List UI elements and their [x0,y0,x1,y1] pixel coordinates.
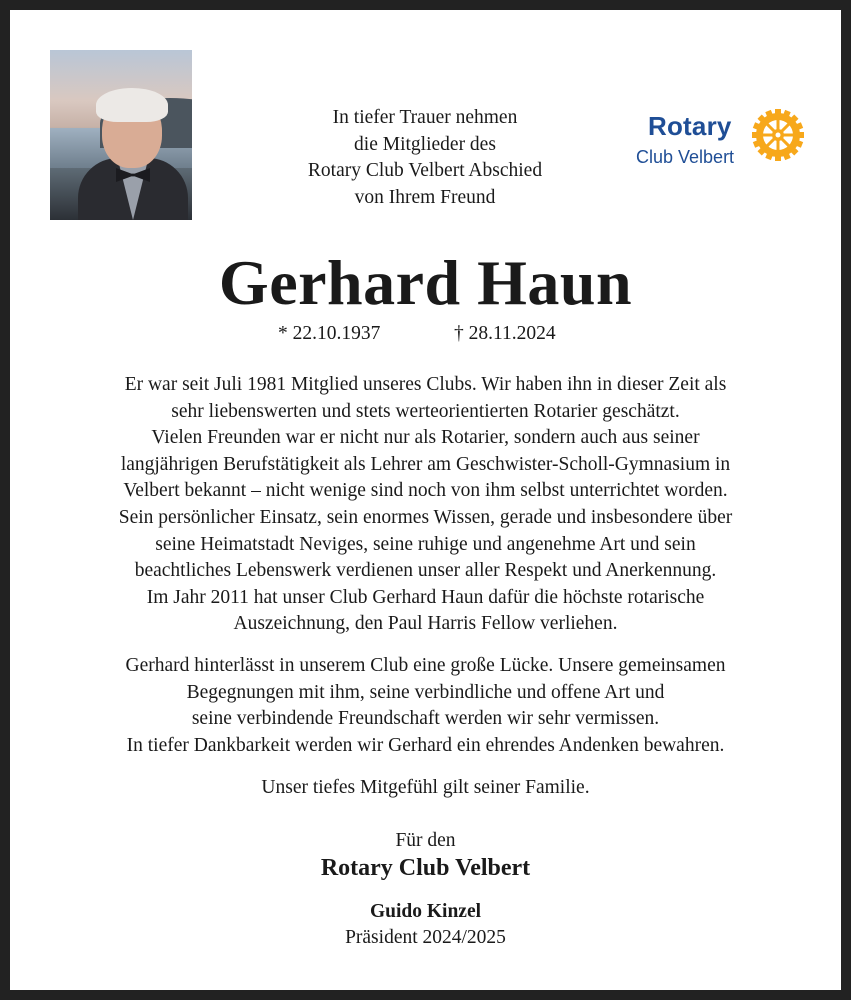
intro-line: In tiefer Trauer nehmen [332,107,518,128]
obituary-notice [10,10,841,990]
paragraph-farewell [30,653,821,759]
text-line: Vielen Freunden war er nicht nur als Rotarier, sondern auch aus seiner [151,427,700,449]
text-line: Gerhard hinterlässt in unserem Club eine große Lücke. Unsere gemeinsamen [125,655,726,676]
text-line: Begegnungen mit ihm, seine verbindliche und offene Art und [186,681,665,703]
closing-for: Für den [395,830,456,851]
text-line: In tiefer Dankbarkeit werden wir Gerhard ein ehrendes Andenken bewahren. [126,734,725,756]
intro-text [275,105,575,211]
text-line: Velbert bekannt – nicht wenige sind noch von ihm selbst unterrichtet worden. [123,480,728,502]
text-line: langjährigen Berufstätigkeit als Lehrer am Geschwister-Scholl-Gymnasium in [120,453,731,475]
text-line: Er war seit Juli 1981 Mitglied unseres Clubs. Wir haben ihn in dieser Zeit als [124,374,727,395]
text-line: Im Jahr 2011 hat unser Club Gerhard Haun dafür die höchste rotarische [146,586,705,608]
intro-line: von Ihrem Freund [354,186,496,208]
text-line: Auszeichnung, den Paul Harris Fellow verliehen. [233,613,618,635]
intro-line: Rotary Club Velbert Abschied [307,160,543,181]
death-date: † 28.11.2024 [454,323,556,344]
logo-club: Club Velbert [636,147,735,167]
text-line: Sein persönlicher Einsatz, sein enormes Wissen, gerade und insbesondere über [118,506,733,528]
intro-line: die Mitglieder des [354,133,496,155]
signer-name: Guido Kinzel [369,901,482,922]
rotary-logo [630,105,810,175]
signer-role: Präsident 2024/2025 [345,927,506,948]
rotary-wheel-icon [748,105,808,165]
text-line: seine verbindende Freundschaft werden wir sehr vermissen. [191,708,660,730]
closing-club: Rotary Club Velbert [320,855,531,881]
deceased-name: Gerhard Haun [218,247,633,318]
portrait-photo [50,50,192,220]
paragraph-condolence: Unser tiefes Mitgefühl gilt seiner Familie. [261,777,590,798]
text-line: seine Heimatstadt Neviges, seine ruhige und angenehme Art und sein [155,533,696,555]
paragraph-tribute [30,372,821,638]
text-line: beachtliches Lebenswerk verdienen unser aller Respekt und Anerkennung. [134,560,717,582]
logo-word: Rotary [648,111,732,141]
text-line: sehr liebenswerten und stets werteorientierten Rotarier geschätzt. [171,400,680,422]
birth-date: * 22.10.1937 [278,323,381,344]
